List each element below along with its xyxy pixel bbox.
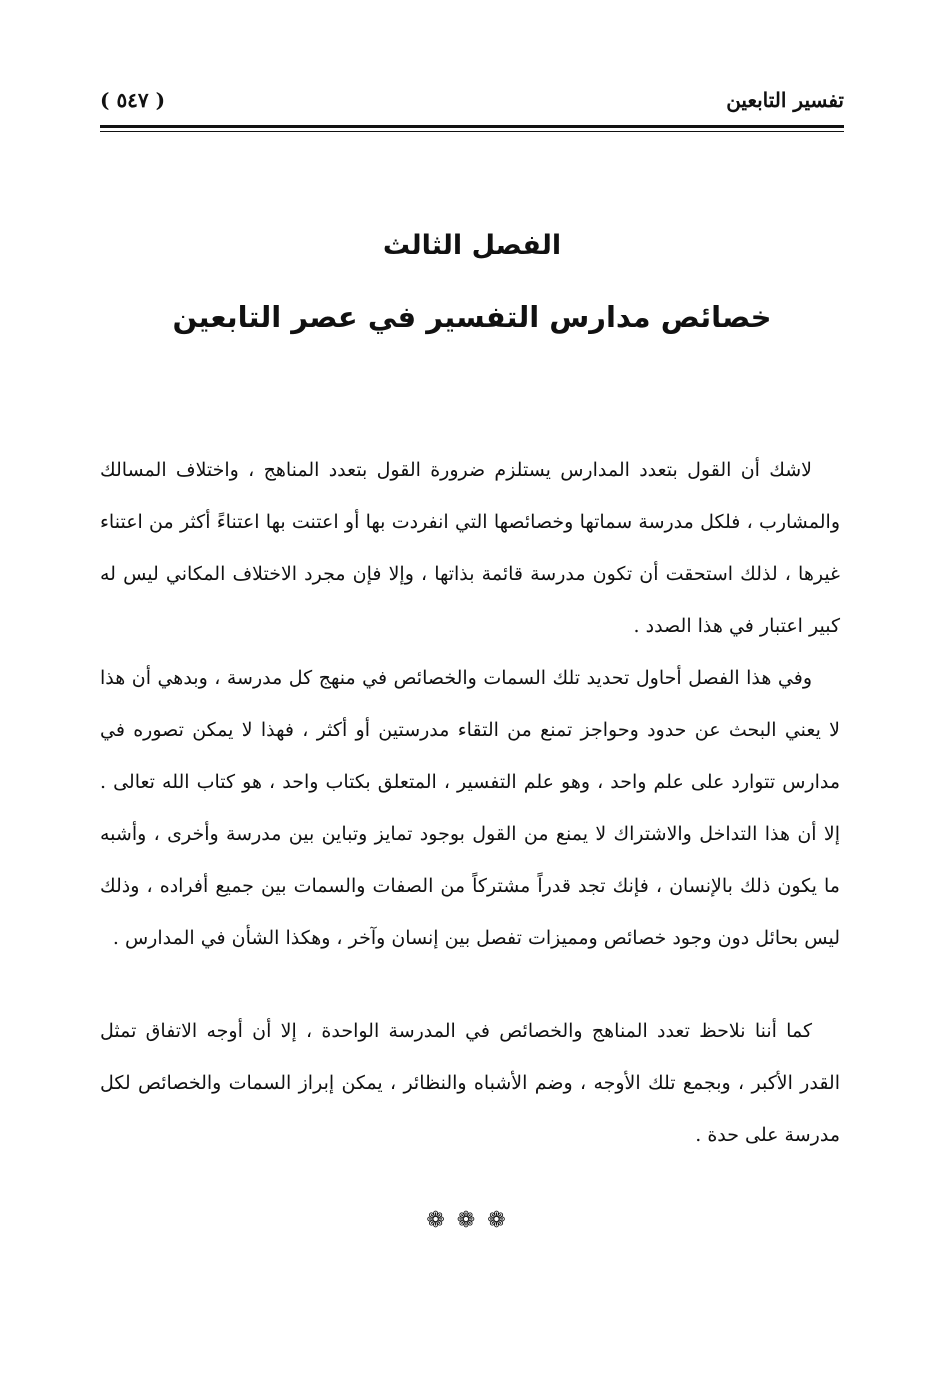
chapter-title: خصائص مدارس التفسير في عصر التابعين — [172, 300, 772, 334]
header-rule-thin — [100, 131, 844, 132]
running-header — [100, 88, 844, 122]
header-rule-thick — [100, 125, 844, 128]
running-title: تفسير التابعين — [726, 88, 844, 112]
body-paragraph-1: لاشك أن القول بتعدد المدارس يستلزم ضرورة القول بتعدد المناهج ، واختلاف المسالك والمشارب ، فلكل مدرسة سماتها وخصائصها التي انفردت بها أو اعتنت بها اعتناءً أكثر من اعتناء غيرها ، لذلك استحقت أن تكون مدرسة قائمة بذاتها ، وإلا فإن مجرد الاختلاف المكاني ليس له كبير اعتبار في هذا الصدد . — [100, 459, 840, 637]
section-end-ornaments: ❁❁❁ — [426, 1208, 518, 1233]
body-paragraph-3: كما أننا نلاحظ تعدد المناهج والخصائص في المدرسة الواحدة ، إلا أن أوجه الاتفاق تمثل القدر الأكبر ، وبجمع تلك الأوجه ، وضم الأشباه والنظائر ، يمكن إبراز السمات والخصائص لكل مدرسة على حدة . — [100, 1020, 840, 1146]
page-number: ( ٥٤٧ ) — [100, 88, 166, 112]
body-paragraph-2: وفي هذا الفصل أحاول تحديد تلك السمات والخصائص في منهج كل مدرسة ، وبدهي أن هذا لا يعني البحث عن حدود وحواجز تمنع من التقاء مدرستين أو أكثر ، فهذا لا يمكن تصوره في مدارس تتوارد على علم واحد ، وهو علم التفسير ، المتعلق بكتاب واحد ، هو كتاب الله تعالى . إلا أن هذا التداخل والاشتراك لا يمنع من القول بوجود تمايز وتباين بين مدرسة وأخرى ، وأشبه ما يكون ذلك بالإنسان ، فإنك تجد قدراً مشتركاً من الصفات والسمات بين جميع أفراده ، وذلك ليس بحائل دون وجود خصائص ومميزات تفصل بين إنسان وآخر ، وهكذا الشأن في المدارس . — [100, 667, 840, 949]
chapter-label: الفصل الثالث — [382, 230, 562, 261]
